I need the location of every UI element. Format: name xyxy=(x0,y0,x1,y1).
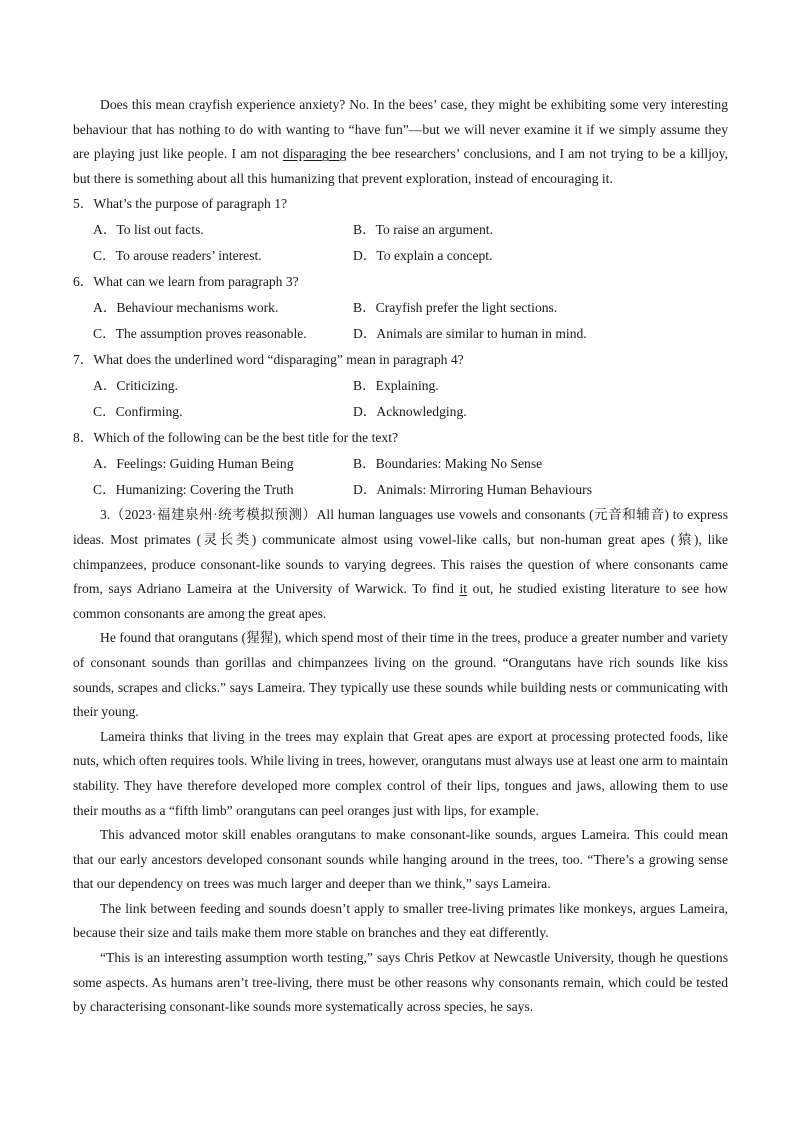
option-a: A．To list out facts. xyxy=(93,222,204,238)
text-span: out, he studied existing literature to see how common consonants are among the great apes. xyxy=(73,581,728,621)
option-a: A．Criticizing. xyxy=(93,378,178,394)
options-grid xyxy=(73,373,728,425)
options-grid xyxy=(73,217,728,269)
document-content xyxy=(73,93,728,1020)
text-span: 3.（2023·福建泉州·统考模拟预测）All human languages use vowels and consonants (元音和辅音) to express ideas. Most primates (灵长类) communicate almost using vowel-like calls, but non-human great apes (猿), like chimpanzees, produce consonant-like sounds to varying degrees. This raises the question of where consonants came from, says Adriano Lameira at the University of Warwick. To find xyxy=(73,507,728,597)
option-b: B．To raise an argument. xyxy=(353,222,493,238)
passage-b-paragraph-1 xyxy=(73,503,728,626)
option-a: A．Behaviour mechanisms work. xyxy=(93,300,279,316)
passage-b-paragraph-4: This advanced motor skill enables orangutans to make consonant-like sounds, argues Lameira. This could mean that our early ancestors developed consonant sounds while hanging around in the trees, too. “There’s a growing sense that our dependency on trees was much larger and deeper than we think,” says Lameira. xyxy=(73,827,728,892)
option-d: D．To explain a concept. xyxy=(353,248,493,264)
option-c: C．The assumption proves reasonable. xyxy=(93,326,307,342)
option-c: C．Humanizing: Covering the Truth xyxy=(93,482,294,498)
passage-b-paragraph-5: The link between feeding and sounds doesn’t apply to smaller tree-living primates like monkeys, argues Lameira, because their size and tails make them more stable on branches and they eat differently. xyxy=(73,900,728,941)
underlined-word-it: it xyxy=(459,581,468,597)
text-span: the bee researchers’ conclusions, and I am not trying to be a killjoy, but there is something about all this humanizing that prevent exploration, instead of encouraging it. xyxy=(73,146,728,186)
option-b: B．Boundaries: Making No Sense xyxy=(353,456,543,472)
question-6 xyxy=(73,269,728,347)
passage-b-paragraph-2: He found that orangutans (猩猩), which spend most of their time in the trees, produce a greater number and variety of consonant sounds than gorillas and chimpanzees living on the ground. “Orangutans have rich sounds like kiss sounds, scrapes and clicks.” says Lameira. They typically use these sounds while building nests or communicating with their young. xyxy=(73,630,728,720)
option-b: B．Crayfish prefer the light sections. xyxy=(353,300,558,316)
underlined-word-disparaging: disparaging xyxy=(282,146,347,162)
option-c: C．To arouse readers’ interest. xyxy=(93,248,262,264)
passage-b-paragraph-6: “This is an interesting assumption worth testing,” says Chris Petkov at Newcastle University, though he questions some aspects. As humans aren’t tree-living, there must be other reasons why consonants remain, which could be tested by characterising consonant-like sounds more systematically across species, he says. xyxy=(73,950,728,1015)
question-stem: 6．What can we learn from paragraph 3? xyxy=(73,274,299,290)
option-d: D．Animals: Mirroring Human Behaviours xyxy=(353,482,592,498)
option-a: A．Feelings: Guiding Human Being xyxy=(93,456,294,472)
text-span: Does this mean crayfish experience anxiety? No. In the bees’ case, they might be exhibiting some very interesting behaviour that has nothing to do with wanting to “have fun”—but we will never examine it if we simply assume they are playing just like people. I am not xyxy=(73,97,728,162)
options-grid xyxy=(73,451,728,503)
question-stem: 8．Which of the following can be the best title for the text? xyxy=(73,430,399,446)
options-grid xyxy=(73,295,728,347)
option-d: D．Animals are similar to human in mind. xyxy=(353,326,587,342)
question-8 xyxy=(73,425,728,503)
question-5 xyxy=(73,191,728,269)
question-7 xyxy=(73,347,728,425)
option-b: B．Explaining. xyxy=(353,378,439,394)
option-d: D．Acknowledging. xyxy=(353,404,467,420)
option-c: C．Confirming. xyxy=(93,404,183,420)
question-stem: 7．What does the underlined word “disparaging” mean in paragraph 4? xyxy=(73,352,464,368)
question-stem: 5．What’s the purpose of paragraph 1? xyxy=(73,196,288,212)
passage-b-paragraph-3: Lameira thinks that living in the trees may explain that Great apes are export at processing protected foods, like nuts, which often requires tools. While living in trees, however, orangutans must always use at least one arm to maintain stability. They have therefore developed more complex control of their lips, tongues and jaws, allowing them to use their mouths as a “fifth limb” orangutans can peel oranges just with lips, for example. xyxy=(73,728,728,818)
passage-a-paragraph-4 xyxy=(73,93,728,191)
